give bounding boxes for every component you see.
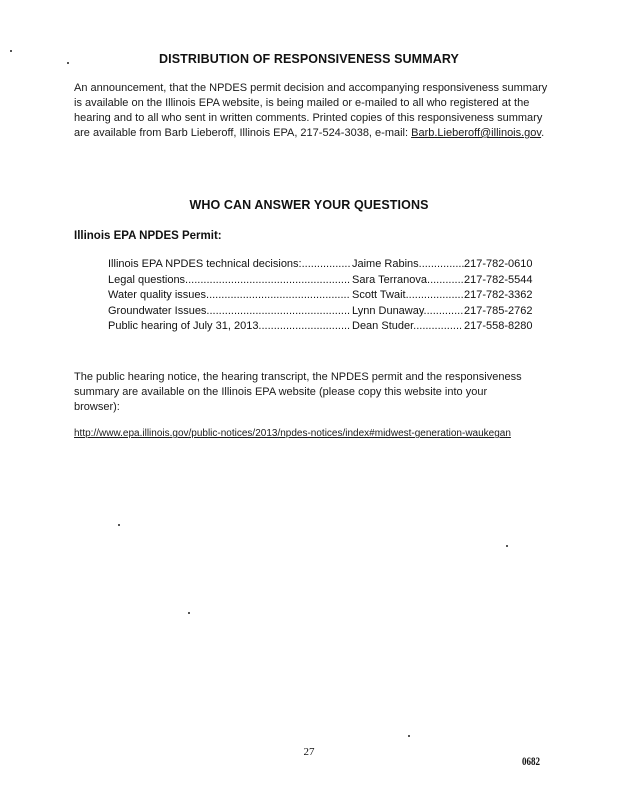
contact-topic: Groundwater Issues............................................... [108,304,351,317]
contact-row [108,288,544,304]
scan-speck [506,545,508,547]
contacts-table [108,257,544,335]
scan-speck [10,50,12,52]
contact-phone: 217-782-5544 [464,273,533,286]
contact-name: Sara Terranova............ [352,273,464,286]
contact-name: Scott Twait................... [352,289,464,301]
distribution-heading: DISTRIBUTION OF RESPONSIVENESS SUMMARY [159,52,459,66]
distribution-paragraph [74,81,548,141]
page-number: 27 [303,746,315,758]
scan-speck [188,612,190,614]
scan-speck [408,735,410,737]
questions-heading: WHO CAN ANSWER YOUR QUESTIONS [189,198,429,212]
scan-speck [67,62,69,64]
contact-phone: 217-785-2762 [464,304,533,317]
contact-name: Dean Studer................ [352,320,463,332]
contact-topic: Water quality issues............................................... [108,289,350,301]
availability-text: The public hearing notice, the hearing transcript, the NPDES permit and the responsiveness summary are available on the Illinois EPA website (please copy this website into your browser): [74,371,522,413]
contact-row [108,304,544,320]
website-link[interactable]: http://www.epa.illinois.gov/public-notices/2013/npdes-notices/index#midwest-generation-waukegan [74,428,511,439]
contact-phone: 217-782-0610 [464,258,533,270]
contact-topic: Illinois EPA NPDES technical decisions:................ [108,258,351,270]
contact-name: Lynn Dunaway............. [352,304,464,317]
contact-topic: Legal questions...................................................... [108,273,351,286]
contact-row [108,257,544,273]
contact-row [108,273,544,289]
contact-row [108,319,544,335]
bates-number: 0682 [522,754,540,768]
distribution-text: An announcement, that the NPDES permit decision and accompanying responsiveness summary is available on the Illinois EPA website, is being mailed or e-mailed to all who registered at the hearing and to all who sent in written comments. Printed copies of this responsiveness summary are available from Barb Lieberoff, Illinois EPA, 217-524-3038, e-mail: [74,82,548,139]
availability-paragraph [74,370,534,415]
email-link[interactable]: Barb.Lieberoff@illinois.gov [411,127,542,139]
contact-topic: Public hearing of July 31, 2013.............................. [108,320,351,332]
scan-speck [118,524,120,526]
contact-phone: 217-782-3362 [464,289,533,301]
contact-phone: 217-558-8280 [464,320,533,332]
permit-subheading: Illinois EPA NPDES Permit: [74,230,222,242]
distribution-text-end: . [541,127,545,139]
contact-name: Jaime Rabins............... [352,258,464,270]
